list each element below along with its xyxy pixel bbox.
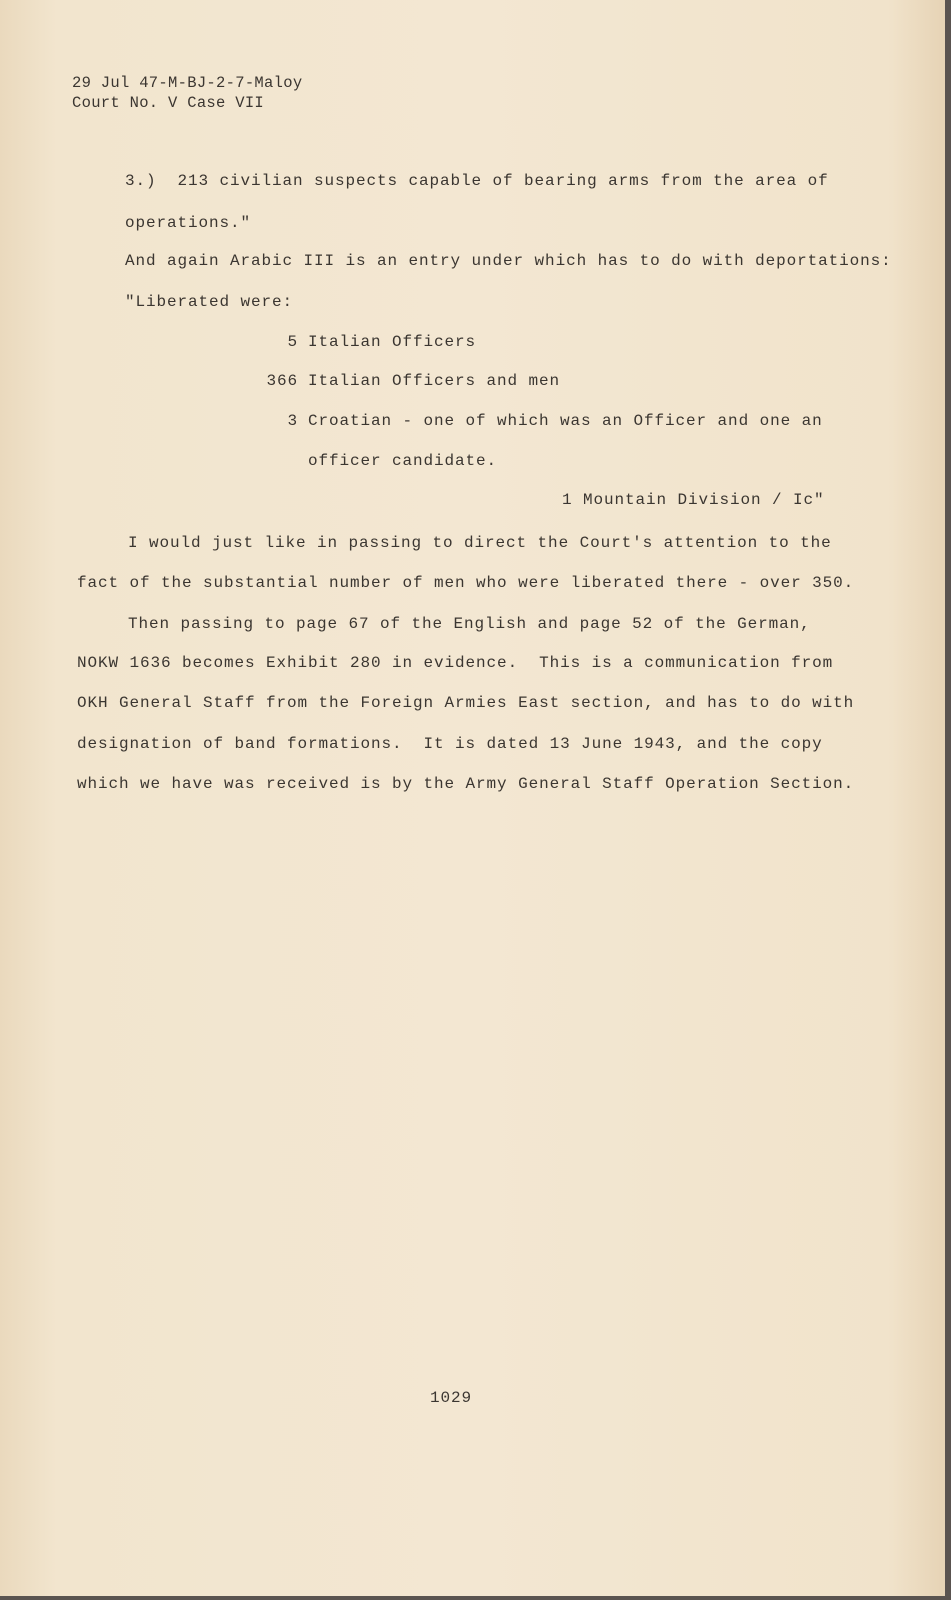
header-reference: 29 Jul 47-M-BJ-2-7-Maloy (72, 74, 303, 92)
intro-line: And again Arabic III is an entry under which has to do with deportations: (125, 252, 892, 270)
quote-item-cont: operations." (125, 214, 252, 232)
signature-line: 1 Mountain Division / Ic" (562, 491, 825, 509)
paragraph-line: OKH General Staff from the Foreign Armies East section, and has to do with (77, 694, 855, 712)
liberated-text: Italian Officers (308, 333, 477, 351)
paragraph-line: fact of the substantial number of men who were liberated there - over 350. (77, 574, 855, 592)
liberated-cont: officer candidate. (308, 452, 498, 470)
liberated-count: 5 (287, 333, 298, 351)
paragraph-line: which we have was received is by the Army General Staff Operation Section. (77, 775, 855, 793)
paragraph-line: Then passing to page 67 of the English and page 52 of the German, (128, 615, 811, 633)
header-court: Court No. V Case VII (72, 94, 265, 112)
liberated-text: Italian Officers and men (308, 372, 561, 390)
liberated-text: Croatian - one of which was an Officer and one an (308, 412, 823, 430)
liberated-count: 366 (266, 372, 298, 390)
liberated-count: 3 (287, 412, 298, 430)
paragraph-line: I would just like in passing to direct the Court's attention to the (128, 534, 832, 552)
quote-item: 3.) 213 civilian suspects capable of bearing arms from the area of (125, 172, 829, 190)
liberated-heading: "Liberated were: (125, 293, 294, 311)
page-number: 1029 (430, 1389, 473, 1407)
paragraph-line: NOKW 1636 becomes Exhibit 280 in evidence. This is a communication from (77, 654, 834, 672)
paragraph-line: designation of band formations. It is dated 13 June 1943, and the copy (77, 735, 823, 753)
